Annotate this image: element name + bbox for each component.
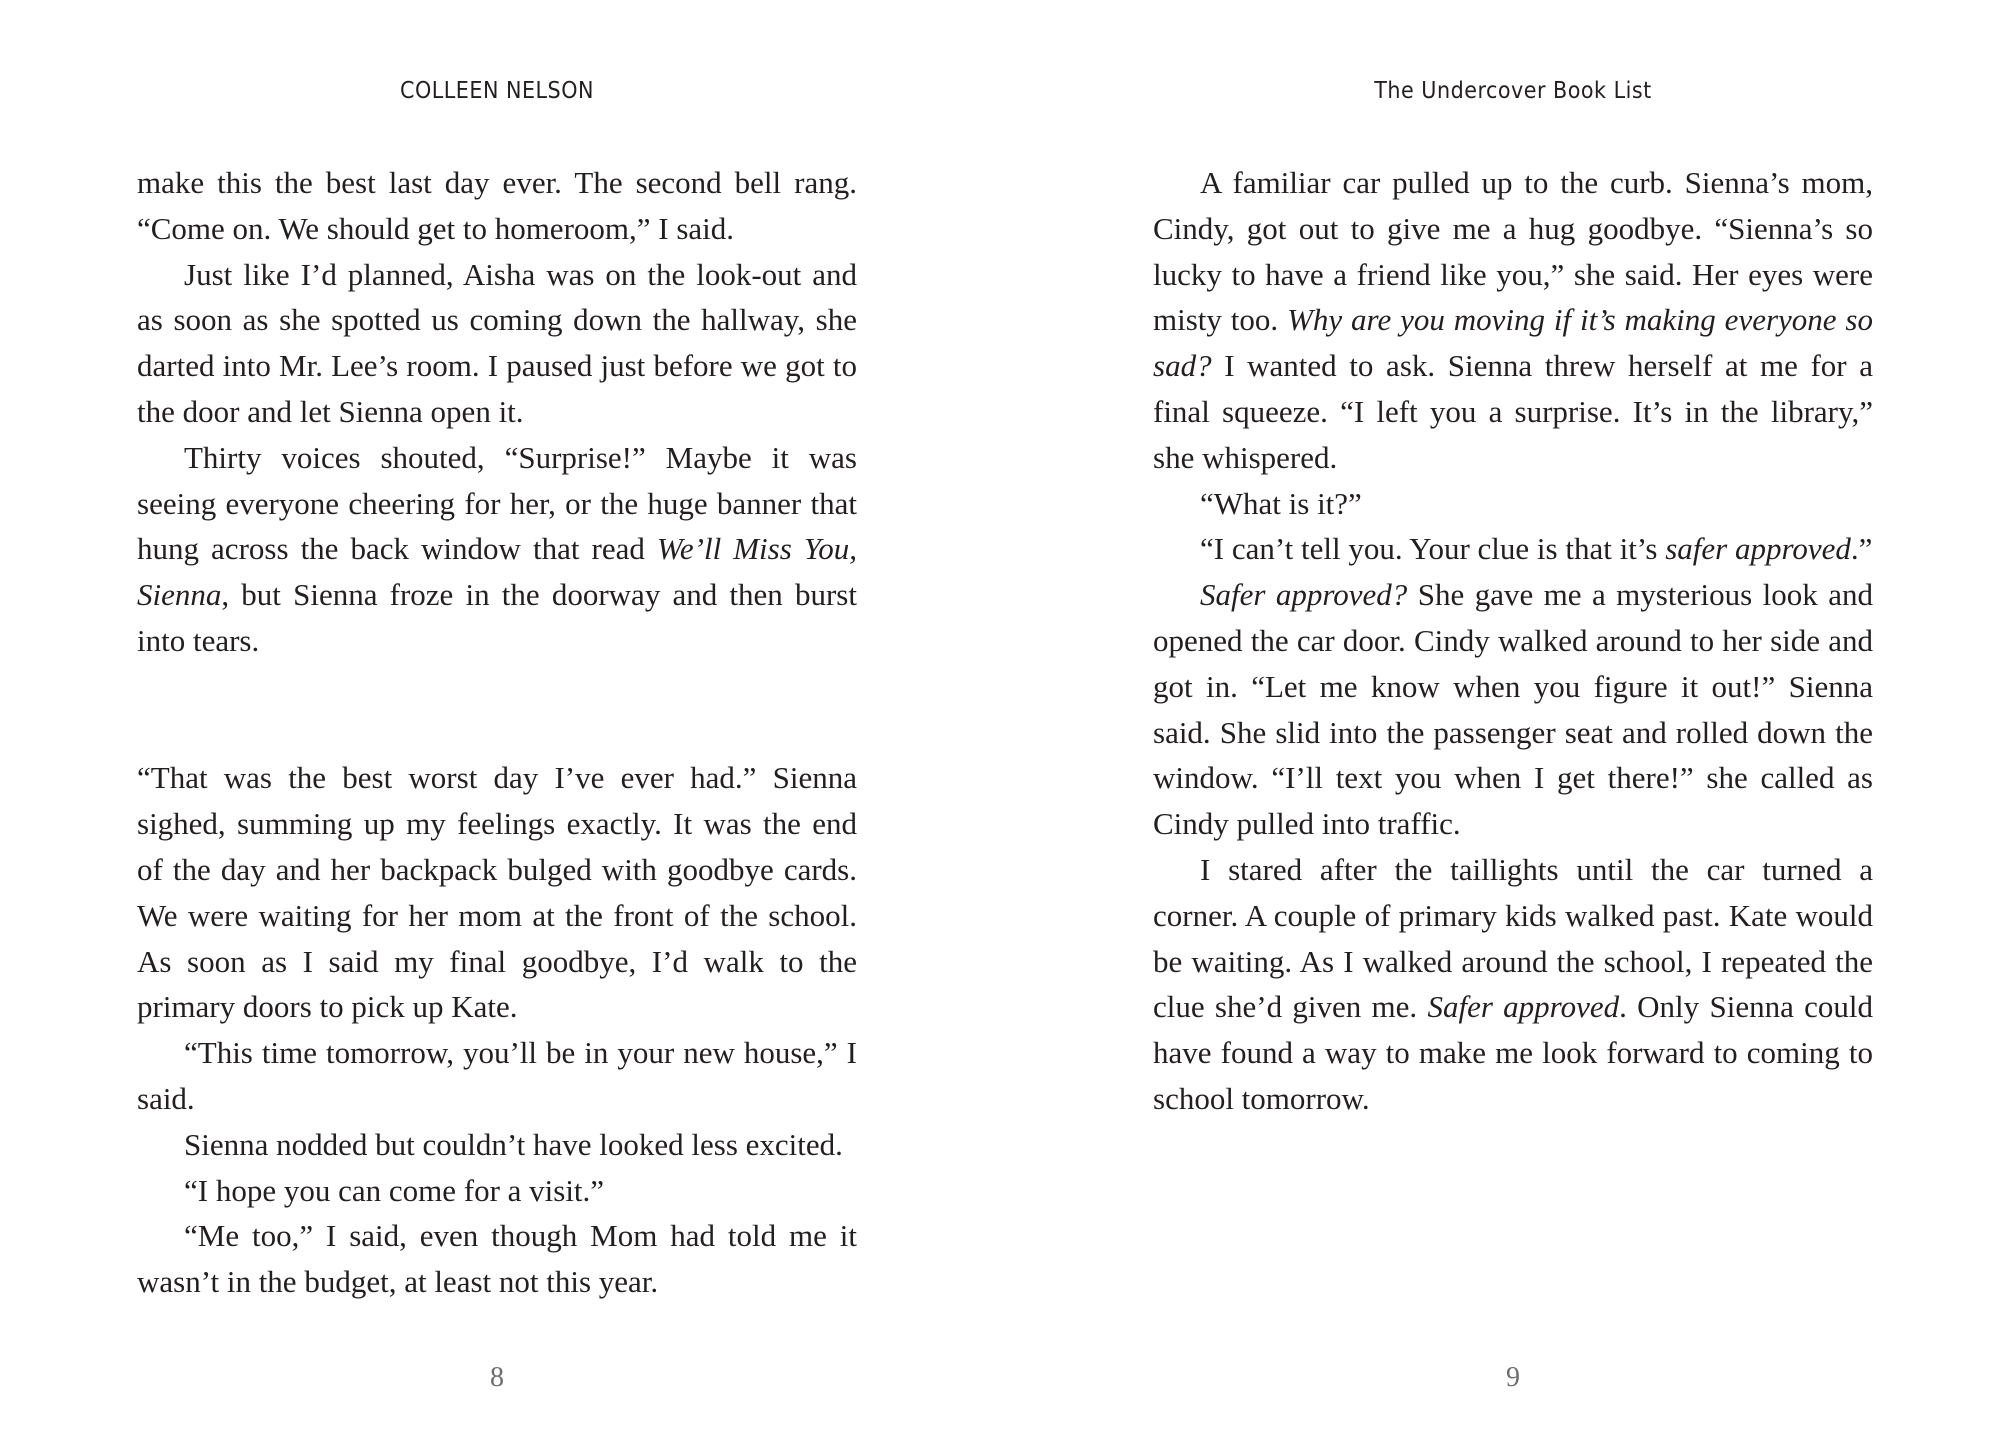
text-run: Thirty voices shouted, “Surprise!” Maybe it was seeing everyone cheering for her, or the huge banner that hung across the back window that read [137,439,857,567]
paragraph [1153,526,1873,572]
running-head-title: The Undercover Book List [1374,78,1652,104]
text-run: Sienna nodded but couldn’t have looked less excited. [184,1126,843,1162]
text-run: . Only Sienna could have found a way to make me look forward to coming to school tomorrow. [1153,989,1873,1116]
page-number: 9 [1506,1362,1520,1393]
text-run: , but Sienna froze in the doorway and then burst into tears. [137,577,857,658]
right-page [1153,0,1873,1455]
page-number: 8 [490,1362,504,1393]
text-run: .” [1850,531,1873,567]
paragraph [137,1030,857,1122]
text-run: “What is it?” [1200,485,1362,521]
running-head-author: COLLEEN NELSON [400,78,594,104]
paragraph [1153,572,1873,847]
text-run: A familiar car pulled up to the curb. Sienna’s mom, Cindy, got out to give me a hug goodbye. “Sienna’s so lucky to have a friend like you,” she said. Her eyes were misty too. [1153,165,1873,338]
italic-text: Safer approved [1427,989,1620,1025]
text-run: She gave me a mysterious look and opened the car door. Cindy walked around to her side and got in. “Let me know when you figure it out!” Sienna said. She slid into the passenger seat and rolled down the window. “I’ll text you when I get there!” she called as Cindy pulled into traffic. [1153,577,1873,842]
text-run: make this the best last day ever. The second bell rang. “Come on. We should get to homeroom,” I said. [137,165,857,246]
paragraph [1153,481,1873,527]
paragraph [137,1168,857,1214]
paragraph [1153,160,1873,481]
paragraph [137,1213,857,1305]
italic-text: safer approved [1665,531,1851,567]
text-run: I stared after the taillights until the car turned a corner. A couple of primary kids walked past. Kate would be waiting. As I walked around the school, I repeated the clue she’d given me. [1153,851,1873,1025]
text-run: “Me too,” I said, even though Mom had told me it wasn’t in the budget, at least not this year. [137,1218,857,1300]
italic-text: We’ll Miss You, Sienna [137,531,857,613]
paragraph [137,755,857,1030]
text-run: “This time tomorrow, you’ll be in your new house,” I said. [137,1035,857,1116]
paragraph [137,160,857,252]
text-run: Just like I’d planned, Aisha was on the look-out and as soon as she spotted us coming down the hallway, she darted into Mr. Lee’s room. I paused just before we got to the door and let Sienna open it. [137,256,857,429]
paragraph [1153,847,1873,1122]
paragraph [137,435,857,664]
paragraph [137,1122,857,1168]
right-page-body [1153,160,1873,1122]
left-page-body [137,160,857,1305]
text-run: “That was the best worst day I’ve ever had.” Sienna sighed, summing up my feelings exactly. It was the end of the day and her backpack bulged with goodbye cards. We were waiting for her mom at the front of the school. As soon as I said my final goodbye, I’d walk to the primary doors to pick up Kate. [137,760,857,1025]
left-page [137,0,857,1455]
italic-text: Safer approved? [1200,577,1408,613]
text-run: I wanted to ask. Sienna threw herself at me for a final squeeze. “I left you a surprise. It’s in the library,” she whispered. [1153,348,1873,475]
italic-text: Why are you moving if it’s making everyone so sad? [1153,302,1873,384]
text-run: “I hope you can come for a visit.” [184,1172,605,1208]
paragraph [137,252,857,435]
text-run: “I can’t tell you. Your clue is that it’s [1200,531,1666,567]
